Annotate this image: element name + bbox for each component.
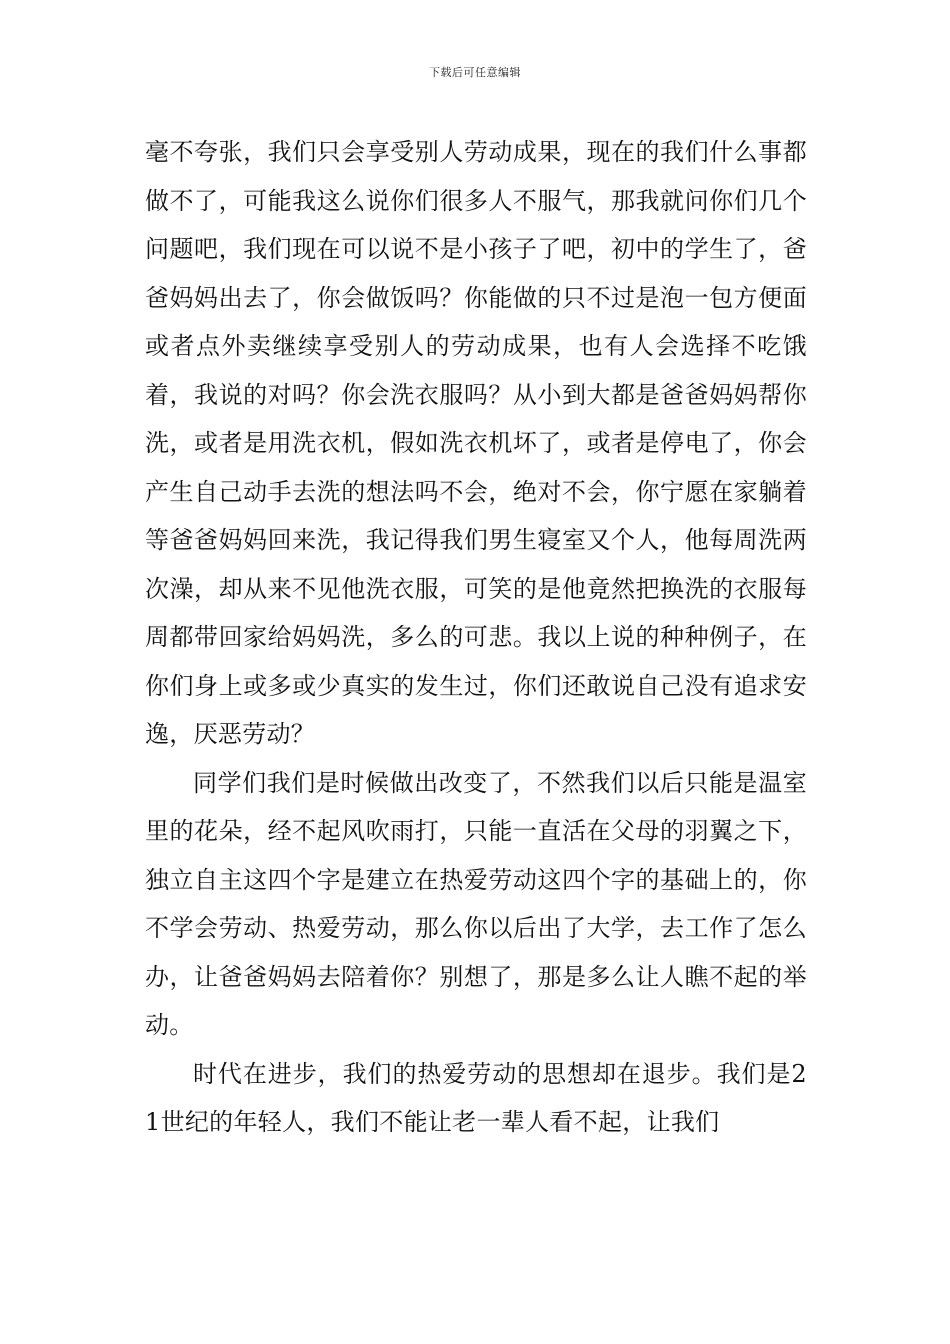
paragraph-2: 同学们我们是时候做出改变了，不然我们以后只能是温室里的花朵，经不起风吹雨打，只能一直活在父母的羽翼之下，独立自主这四个字是建立在热爱劳动这四个字的基础上的，你不学会劳动、热爱劳动，那么你以后出了大学，去工作了怎么办，让爸爸妈妈去陪着你？别想了，那是多么让人瞧不起的举动。 <box>145 768 807 1039</box>
page-header-note: 下载后可任意编辑 <box>429 66 521 79</box>
paragraph-3: 时代在进步，我们的热爱劳动的思想却在退步。我们是21世纪的年轻人，我们不能让老一辈人看不起，让我们 <box>145 1059 807 1136</box>
paragraph-1: 毫不夸张，我们只会享受别人劳动成果，现在的我们什么事都做不了，可能我这么说你们很多人不服气，那我就问你们几个问题吧，我们现在可以说不是小孩子了吧，初中的学生了，爸爸妈妈出去了，你会做饭吗？你能做的只不过是泡一包方便面或者点外卖继续享受别人的劳动成果，也有人会选择不吃饿着，我说的对吗？你会洗衣服吗？从小到大都是爸爸妈妈帮你洗，或者是用洗衣机，假如洗衣机坏了，或者是停电了，你会产生自己动手去洗的想法吗不会，绝对不会，你宁愿在家躺着等爸爸妈妈回来洗，我记得我们男生寝室又个人，他每周洗两次澡，却从来不见他洗衣服，可笑的是他竟然把换洗的衣服每周都带回家给妈妈洗，多么的可悲。我以上说的种种例子，在你们身上或多或少真实的发生过，你们还敢说自己没有追求安逸，厌恶劳动？ <box>145 138 807 748</box>
document-body <box>145 128 807 1147</box>
